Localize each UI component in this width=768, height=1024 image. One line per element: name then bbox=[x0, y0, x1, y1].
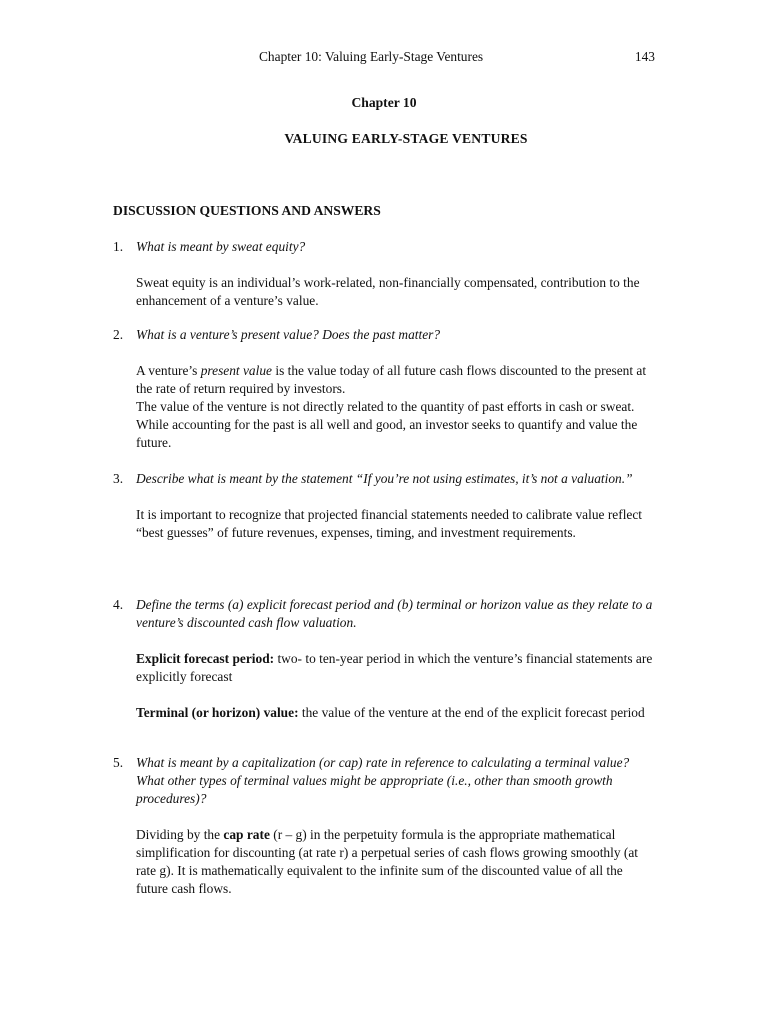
running-header: Chapter 10: Valuing Early-Stage Ventures bbox=[259, 49, 484, 64]
definition-explicit-forecast-period bbox=[136, 650, 658, 686]
answer-prefix: Dividing by the bbox=[136, 827, 224, 842]
answer-text: It is important to recognize that projected financial statements needed to calibrate value reflect “best guesses” of future revenues, expenses, timing, and investment requirements. bbox=[136, 507, 643, 540]
chapter-title: VALUING EARLY-STAGE VENTURES bbox=[284, 131, 528, 146]
qa-item-4 bbox=[113, 596, 658, 722]
question-3 bbox=[113, 470, 658, 488]
answer-1 bbox=[113, 274, 658, 310]
question-2 bbox=[113, 326, 658, 344]
answer-text bbox=[136, 826, 658, 898]
answer-paragraph-1 bbox=[136, 362, 658, 398]
chapter-label: Chapter 10 bbox=[351, 95, 417, 110]
qa-item-3 bbox=[113, 470, 658, 542]
question-number: 2. bbox=[113, 327, 124, 342]
answer-prefix: A venture’s bbox=[136, 363, 201, 378]
question-1 bbox=[113, 238, 658, 256]
question-text: Describe what is meant by the statement “If you’re not using estimates, it’s not a valuation.” bbox=[136, 471, 633, 486]
definition-text: two- to ten-year period in which the venture’s financial statements are explicitly forecast bbox=[136, 651, 653, 684]
qa-item-5 bbox=[113, 754, 658, 898]
answer-5 bbox=[113, 826, 658, 898]
question-4 bbox=[113, 596, 658, 632]
answer-4 bbox=[113, 650, 658, 722]
question-text: Define the terms (a) explicit forecast period and (b) terminal or horizon value as they relate to a venture’s discounted cash flow valuation. bbox=[136, 597, 653, 630]
answer-2 bbox=[113, 362, 658, 452]
page-number: 143 bbox=[634, 49, 655, 64]
answer-3 bbox=[113, 506, 658, 542]
question-text: What is meant by a capitalization (or cap) rate in reference to calculating a terminal value? What other types of terminal values might be appropriate (i.e., other than smooth growth procedures)? bbox=[136, 755, 630, 806]
qa-item-1 bbox=[113, 238, 658, 310]
question-number: 1. bbox=[113, 239, 124, 254]
answer-rest: is the value today of all future cash flows discounted to the present at the rate of return required by investors. bbox=[136, 363, 647, 396]
term-explicit-forecast-period: Explicit forecast period: bbox=[136, 651, 275, 666]
term-terminal-value: Terminal (or horizon) value: bbox=[136, 705, 299, 720]
question-text: What is a venture’s present value? Does the past matter? bbox=[136, 327, 441, 342]
answer-rest: (r – g) in the perpetuity formula is the appropriate mathematical simplification for discounting (at rate r) a perpetual series of cash flows growing smoothly (at rate g). It is mathematically equivalent to the infinite sum of the discounted value of all the future cash flows. bbox=[136, 827, 639, 896]
answer-text: Sweat equity is an individual’s work-related, non-financially compensated, contribution to the enhancement of a venture’s value. bbox=[136, 275, 640, 308]
qa-item-2 bbox=[113, 326, 658, 452]
answer-term-present-value: present value bbox=[200, 363, 272, 378]
question-text: What is meant by sweat equity? bbox=[136, 239, 306, 254]
question-number: 4. bbox=[113, 597, 124, 612]
question-number: 5. bbox=[113, 755, 124, 770]
section-heading: DISCUSSION QUESTIONS AND ANSWERS bbox=[113, 203, 381, 218]
answer-paragraph-2: The value of the venture is not directly related to the quantity of past efforts in cash or sweat. While accounting for the past is all well and good, an investor seeks to quantify and value the future. bbox=[136, 399, 638, 450]
question-number: 3. bbox=[113, 471, 124, 486]
definition-text: the value of the venture at the end of the explicit forecast period bbox=[298, 705, 645, 720]
answer-term-cap-rate: cap rate bbox=[223, 827, 270, 842]
definition-terminal-value bbox=[136, 704, 658, 722]
question-5 bbox=[113, 754, 658, 808]
